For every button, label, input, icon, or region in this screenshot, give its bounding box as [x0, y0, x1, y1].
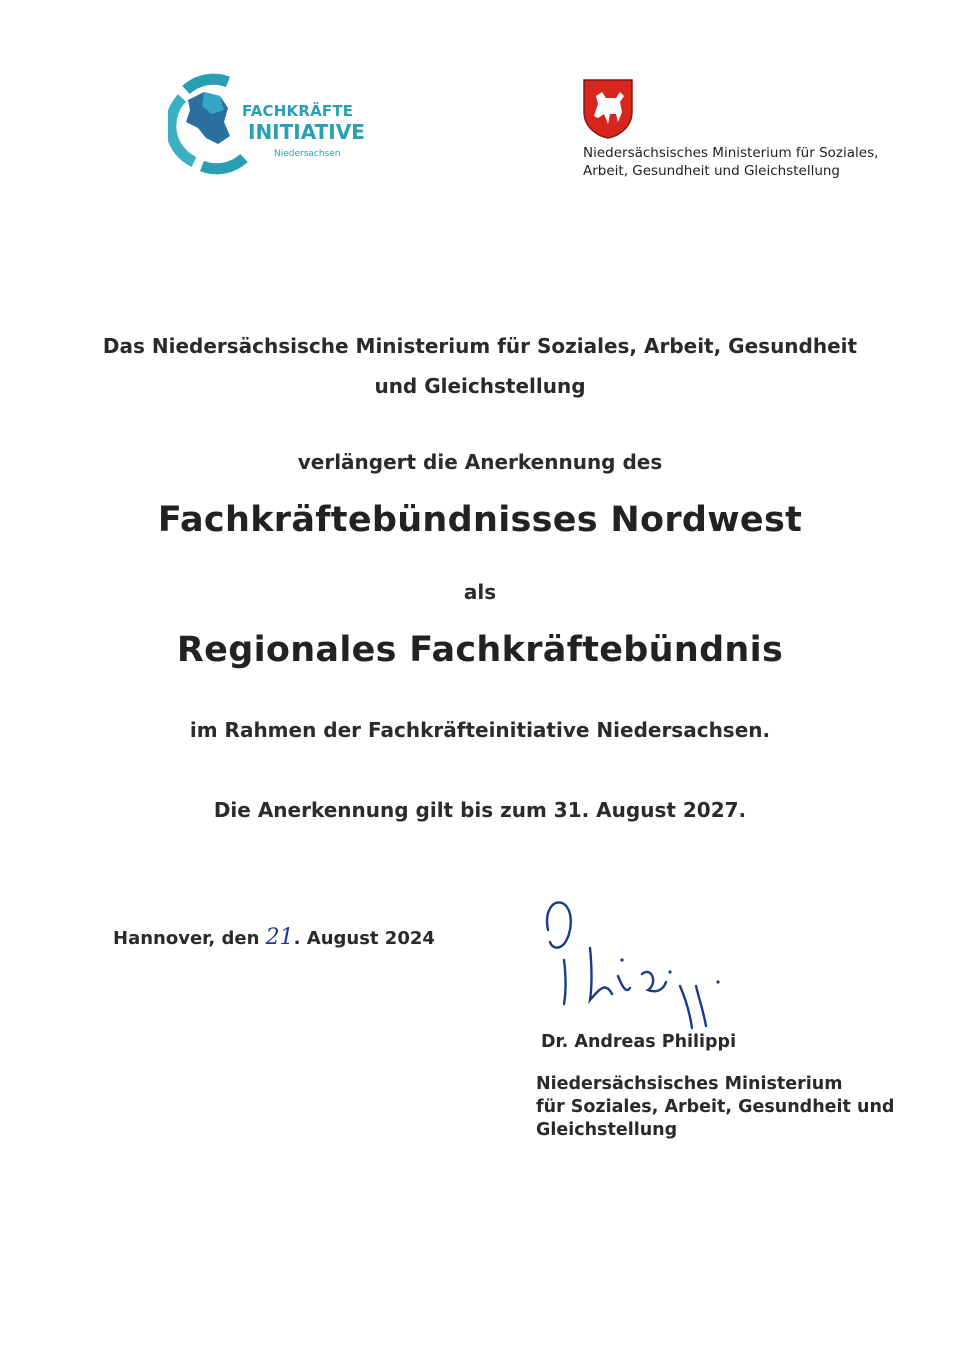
handwritten-signature: [530, 890, 740, 1030]
place-prefix: Hannover, den: [113, 928, 266, 949]
fachkraefte-initiative-logo: [168, 70, 368, 175]
lower-saxony-crest-icon: [582, 78, 634, 140]
signer-name: Dr. Andreas Philippi: [541, 1032, 737, 1052]
circular-arrows-map-icon: [168, 70, 248, 175]
framework-text: im Rahmen der Fachkräfteinitiative Niedersachsen.: [189, 718, 771, 742]
signer-ministry-line2: für Soziales, Arbeit, Gesundheit und: [536, 1097, 895, 1117]
logo-text-fachkraefte: FACHKRÄFTE: [242, 102, 354, 120]
alliance-type: Regionales Fachkräftebündnis: [176, 630, 784, 670]
validity-text: Die Anerkennung gilt bis zum 31. August 2027.: [213, 798, 747, 822]
ministry-header-line1: Niedersächsisches Ministerium für Soziales,: [583, 145, 879, 161]
as-text: als: [463, 580, 497, 604]
logo-text-initiative: INITIATIVE: [248, 120, 365, 144]
signer-ministry: [536, 1073, 896, 1142]
intro-line1: Das Niedersächsische Ministerium für Soziales, Arbeit, Gesundheit: [102, 334, 858, 358]
place-date: [113, 925, 435, 950]
intro-line2: und Gleichstellung: [374, 374, 586, 398]
logo-text-niedersachsen: Niedersachsen: [274, 149, 341, 159]
ministry-header: [583, 144, 903, 180]
date-suffix: . August 2024: [293, 928, 435, 949]
intro-text: [0, 326, 960, 406]
extends-text: verlängert die Anerkennung des: [297, 450, 663, 474]
handwritten-day: 21: [265, 925, 294, 950]
signer-ministry-line3: Gleichstellung: [536, 1120, 678, 1140]
signer-ministry-line1: Niedersächsisches Ministerium: [536, 1074, 843, 1094]
alliance-name: Fachkräftebündnisses Nordwest: [157, 500, 803, 540]
ministry-header-line2: Arbeit, Gesundheit und Gleichstellung: [583, 163, 841, 179]
